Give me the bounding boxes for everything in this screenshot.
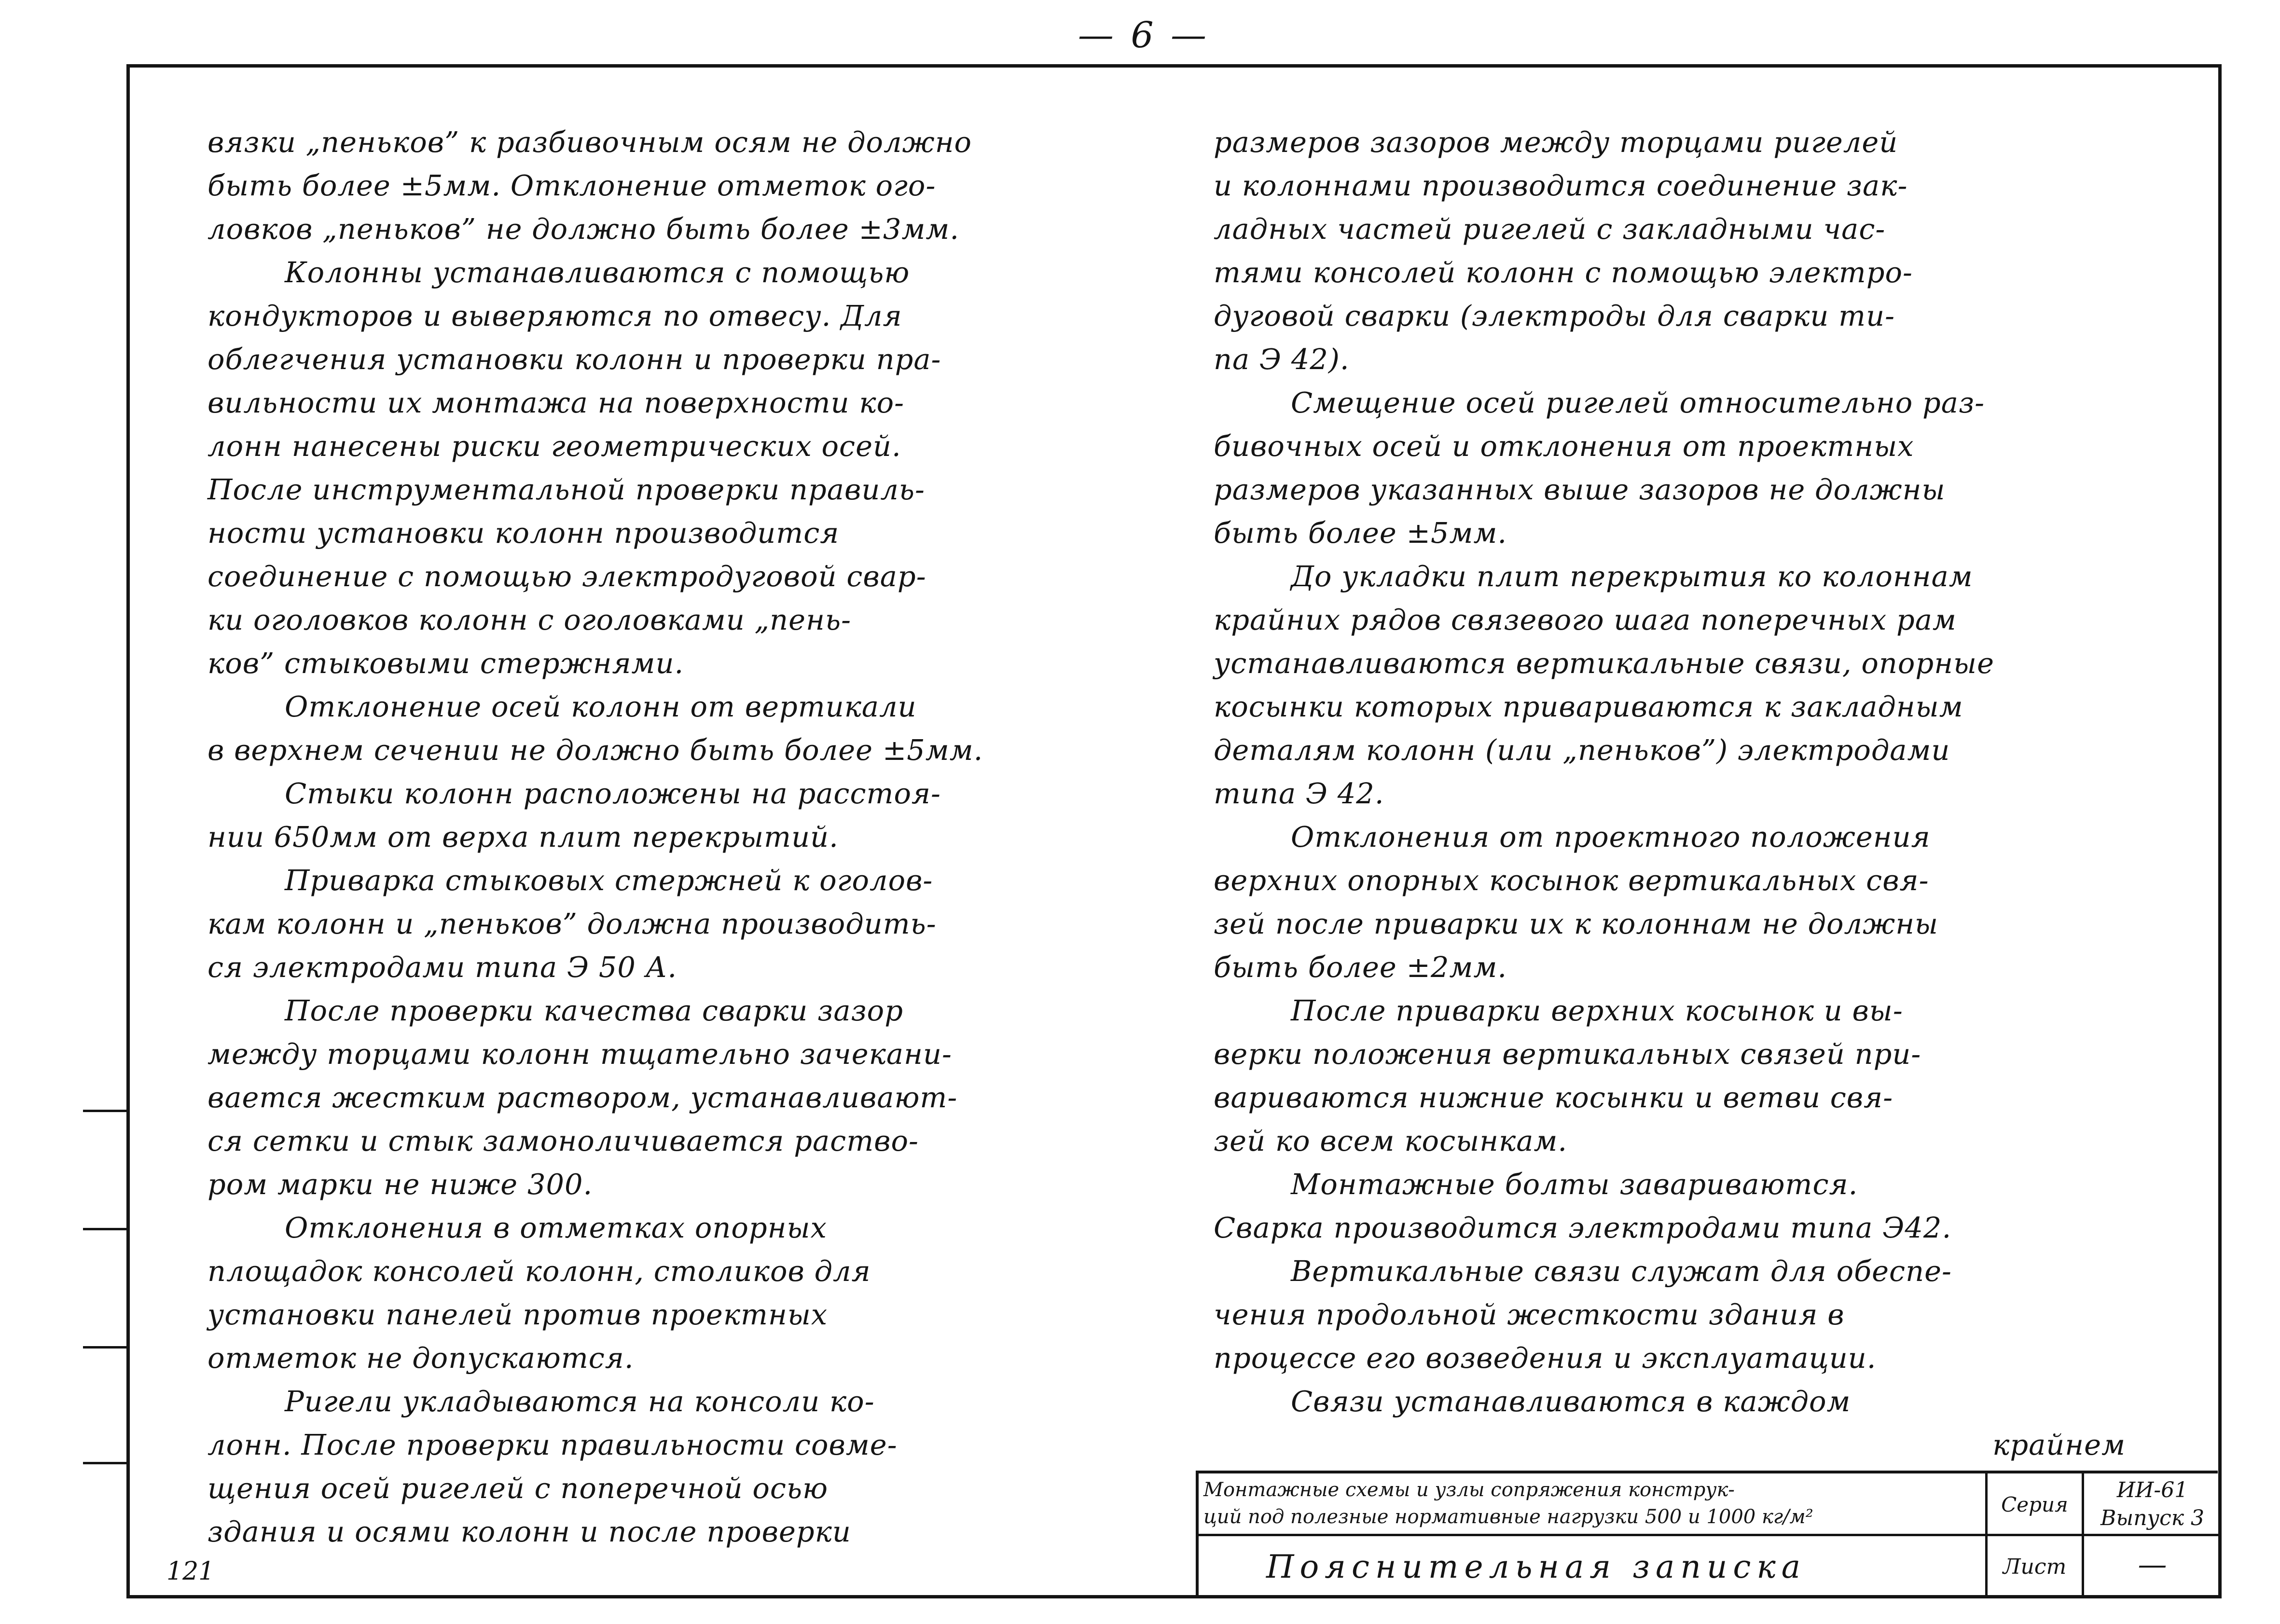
- text-line: вается жестким раствором, устанавливают-: [207, 1081, 958, 1114]
- text-line: размеров указанных выше зазоров не должны: [1214, 473, 1946, 506]
- text-line: между торцами колонн тщательно зачекани-: [207, 1037, 952, 1071]
- text-line: устанавливаются вертикальные связи, опорные: [1214, 647, 1995, 680]
- text-line: После инструментальной проверки правиль-: [207, 473, 925, 506]
- left-text-column: [207, 121, 1129, 1554]
- text-line: чения продольной жесткости здания в: [1214, 1298, 1845, 1331]
- text-line: вариваются нижние косынки и ветви свя-: [1214, 1081, 1893, 1114]
- text-line: деталям колонн (или „пеньков”) электродами: [1214, 733, 1950, 767]
- text-line: косынки которых привариваются к закладным: [1214, 690, 1963, 723]
- text-line: ки оголовков колонн с оголовками „пень-: [207, 603, 852, 636]
- text-line: ков” стыковыми стержнями.: [207, 647, 684, 680]
- text-line: Связи устанавливаются в каждом: [1291, 1385, 1851, 1418]
- text-line: быть более ±5мм. Отклонение отметок ого-: [207, 169, 936, 202]
- text-line: типа Э 42.: [1214, 777, 1384, 810]
- series-value: [2084, 1473, 2221, 1536]
- text-line: отметок не допускаются.: [207, 1341, 634, 1375]
- text-line: лонн. После проверки правильности совме-: [207, 1428, 898, 1461]
- text-line: Колонны устанавливаются с помощью: [285, 256, 910, 289]
- text-line: па Э 42).: [1214, 343, 1350, 376]
- text-line: площадок консолей колонн, столиков для: [207, 1254, 871, 1288]
- text-line: Отклонения в отметках опорных: [285, 1211, 827, 1244]
- text-line: вильности их монтажа на поверхности ко-: [207, 386, 905, 419]
- margin-tick: [83, 1228, 127, 1230]
- page-number: — 6 —: [1078, 14, 1210, 56]
- text-line: щения осей ригелей с поперечной осью: [207, 1472, 829, 1505]
- text-line: Отклонения от проектного положения: [1291, 820, 1931, 853]
- text-line: размеров зазоров между торцами ригелей: [1214, 125, 1898, 159]
- text-line: После приварки верхних косынок и вы-: [1291, 994, 1903, 1027]
- text-line: До укладки плит перекрытия ко колоннам: [1291, 560, 1973, 593]
- text-line: зей ко всем косынкам.: [1214, 1124, 1568, 1157]
- text-line: быть более ±2мм.: [1214, 950, 1507, 984]
- document-title: Пояснительная записка: [1199, 1536, 1988, 1598]
- text-line: вязки „пеньков” к разбивочным осям не должно: [207, 125, 972, 159]
- text-line: Вертикальные связи служат для обеспе-: [1291, 1254, 1952, 1288]
- text-line: Смещение осей ригелей относительно раз-: [1291, 386, 1985, 419]
- text-line: бивочных осей и отклонения от проектных: [1214, 429, 1914, 463]
- project-title-line: ций под полезные нормативные нагрузки 500 и 1000 кг/м²: [1203, 1506, 1813, 1528]
- text-line: верхних опорных косынок вертикальных свя-: [1214, 864, 1929, 897]
- text-line: ся сетки и стык замоноличивается раство-: [207, 1124, 919, 1157]
- text-line: После проверки качества сварки зазор: [285, 994, 903, 1027]
- series-issue: Выпуск 3: [2100, 1506, 2204, 1530]
- text-line: здания и осями колонн и после проверки: [207, 1515, 851, 1548]
- right-text-column: [1214, 121, 2155, 1467]
- sheet-value: —: [2138, 1548, 2167, 1582]
- margin-tick: [83, 1110, 127, 1112]
- text-line: нии 650мм от верха плит перекрытий.: [207, 820, 839, 853]
- text-line: Монтажные болты завариваются.: [1291, 1168, 1858, 1201]
- text-line: облегчения установки колонн и проверки пра-: [207, 343, 941, 376]
- text-line: установки панелей против проектных: [207, 1298, 828, 1331]
- text-line: верки положения вертикальных связей при-: [1214, 1037, 1921, 1071]
- text-line: крайних рядов связевого шага поперечных рам: [1214, 603, 1957, 636]
- title-block-project-title: [1199, 1473, 1988, 1536]
- text-line: Приварка стыковых стержней к оголов-: [285, 864, 933, 897]
- title-block: [1196, 1471, 2218, 1595]
- text-line: лонн нанесены риски геометрических осей.: [207, 429, 901, 463]
- text-line: Отклонение осей колонн от вертикали: [285, 690, 917, 723]
- series-label: Серия: [1988, 1473, 2084, 1536]
- text-line: ром марки не ниже 300.: [207, 1168, 593, 1201]
- text-line: быть более ±5мм.: [1214, 516, 1507, 550]
- margin-tick: [83, 1346, 127, 1349]
- text-line: в верхнем сечении не должно быть более ±5мм.: [207, 733, 983, 767]
- text-line: крайнем: [1992, 1428, 2126, 1461]
- text-line: ловков „пеньков” не должно быть более ±3мм.: [207, 212, 960, 246]
- text-line: Сварка производится электродами типа Э42.: [1214, 1211, 1952, 1244]
- text-line: зей после приварки их к колоннам не должны: [1214, 907, 1939, 940]
- text-line: процессе его возведения и эксплуатации.: [1214, 1341, 1877, 1375]
- archive-number: 121: [166, 1557, 215, 1586]
- text-line: соединение с помощью электродуговой свар-: [207, 560, 926, 593]
- text-line: кондукторов и выверяются по отвесу. Для: [207, 299, 902, 332]
- text-line: кам колонн и „пеньков” должна производить-: [207, 907, 937, 940]
- series-code: ИИ-61: [2116, 1478, 2188, 1502]
- project-title-line: Монтажные схемы и узлы сопряжения конструк-: [1203, 1479, 1735, 1501]
- margin-tick: [83, 1462, 127, 1464]
- text-line: дуговой сварки (электроды для сварки ти-: [1214, 299, 1895, 332]
- text-line: Стыки колонн расположены на расстоя-: [285, 777, 941, 810]
- text-line: Ригели укладываются на консоли ко-: [285, 1385, 875, 1418]
- text-line: и колоннами производится соединение зак-: [1214, 169, 1908, 202]
- text-line: ладных частей ригелей с закладными час-: [1214, 212, 1886, 246]
- text-line: тями консолей колонн с помощью электро-: [1214, 256, 1913, 289]
- sheet-label: Лист: [1988, 1536, 2084, 1598]
- text-line: ся электродами типа Э 50 А.: [207, 950, 677, 984]
- text-line: ности установки колонн производится: [207, 516, 840, 550]
